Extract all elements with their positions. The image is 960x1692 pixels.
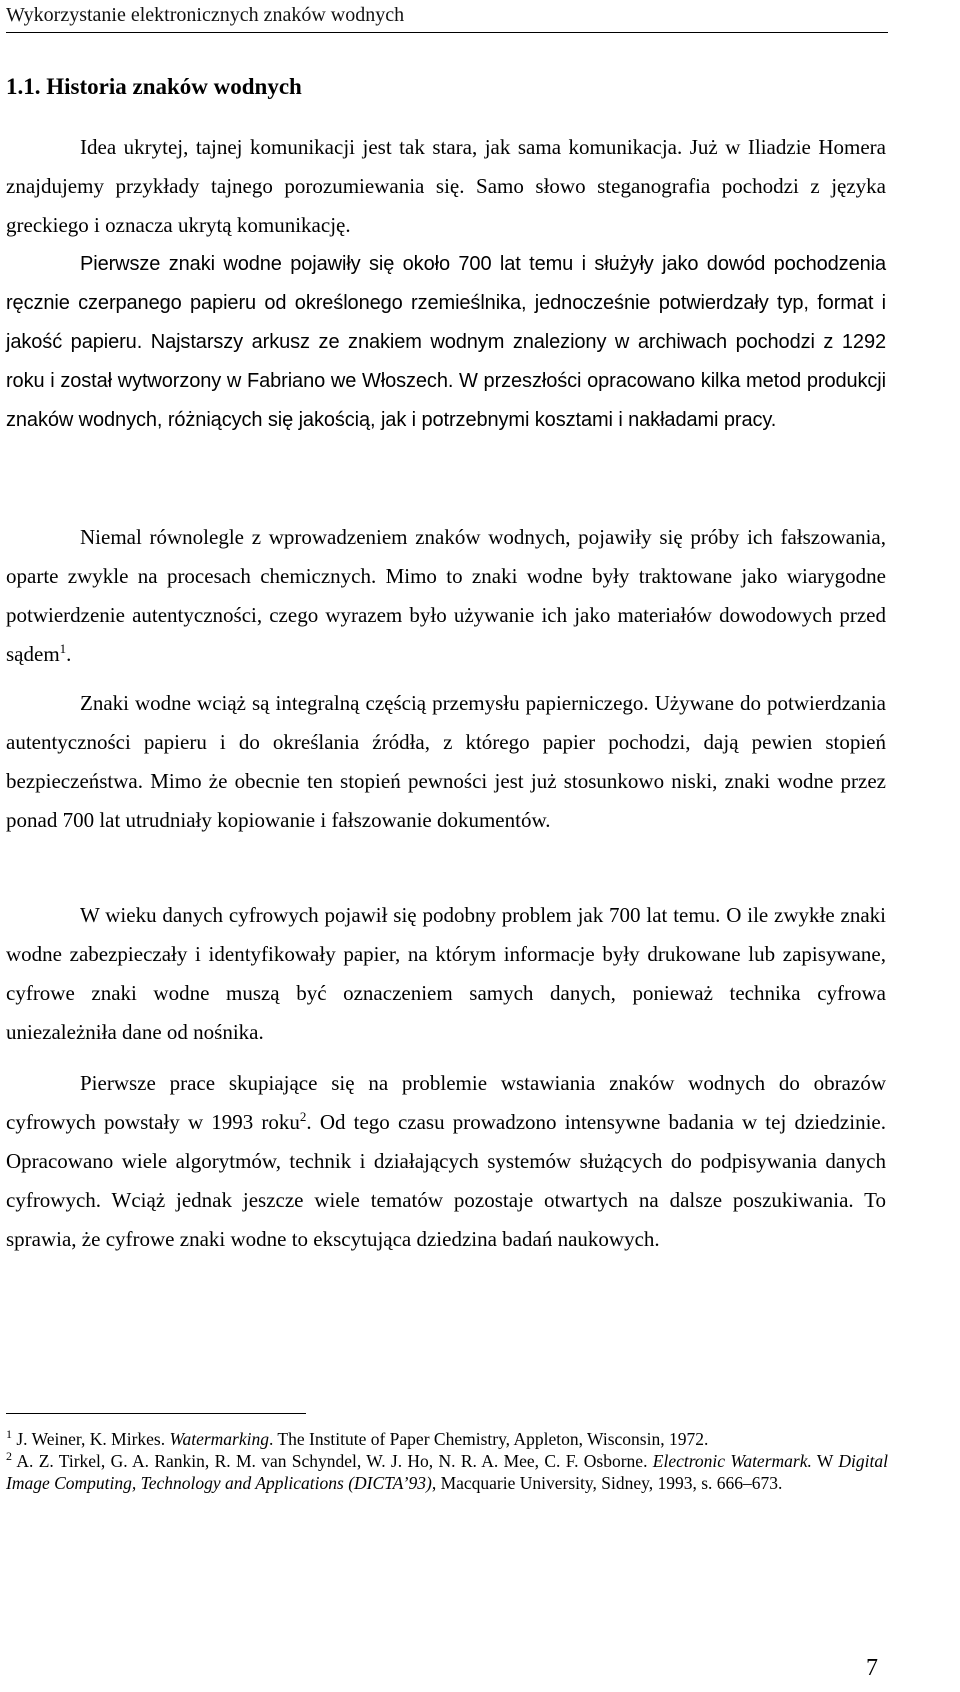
- footnote-title: Electronic Watermark.: [652, 1451, 812, 1471]
- footnote-text-mid: W: [811, 1451, 839, 1471]
- footnote-1: [6, 1428, 888, 1450]
- footnote-venue: Digital Image Computing, Technology and Applications (DICTA’93): [6, 1451, 888, 1493]
- footnotes: [6, 1428, 888, 1494]
- running-header: [6, 0, 888, 33]
- paragraph-text-end: . Od tego czasu prowadzono intensywne badania w tej dziedzinie. Opracowano wiele algorytmów, technik i działających systemów służących do podpisywania danych cyfrowych. Wciąż jednak jeszcze wiele tematów pozostaje otwartych na dalsze poszukiwania. To sprawia, że cyfrowe znaki wodne to ekscytująca dziedzina badań naukowych.: [6, 1110, 886, 1251]
- paragraph-text: Niemal równolegle z wprowadzeniem znaków wodnych, pojawiły się próby ich fałszowania, oparte zwykle na procesach chemicznych. Mimo to znaki wodne były traktowane jako wiarygodne potwierdzenie autentyczności, czego wyrazem było używanie ich jako materiałów dowodowych przed sądem: [6, 525, 886, 666]
- running-title: Wykorzystanie elektronicznych znaków wodnych: [6, 4, 405, 26]
- footnote-ref-2[interactable]: 2: [299, 1109, 307, 1124]
- footnote-title: Watermarking: [169, 1429, 269, 1449]
- paragraph-6: [6, 1064, 886, 1259]
- footnote-ref-1[interactable]: 1: [59, 641, 67, 656]
- footnote-text: J. Weiner, K. Mirkes.: [16, 1429, 170, 1449]
- paragraph-text: Pierwsze znaki wodne pojawiły się około 700 lat temu i służyły jako dowód pochodzenia ręcznie czerpanego papieru od określonego rzemieślnika, jednocześnie potwierdzały typ, format i jakość papieru. Najstarszy arkusz ze znakiem wodnym znaleziony w archiwach pochodzi z 1292 roku i został wytworzony w Fabriano we Włoszech. W przeszłości opracowano kilka metod produkcji znaków wodnych, różniących się jakością, jak i potrzebnymi kosztami i nakładami pracy.: [6, 253, 886, 431]
- section-heading: 1.1. Historia znaków wodnych: [6, 74, 302, 99]
- footnote-2: [6, 1450, 888, 1494]
- footnote-text-end: , Macquarie University, Sidney, 1993, s. 666–673.: [431, 1473, 783, 1493]
- paragraph-5: [6, 896, 886, 1052]
- footnote-divider: [6, 1413, 306, 1414]
- paragraph-2: [6, 245, 886, 440]
- paragraph-text-end: .: [66, 642, 72, 666]
- page-number: 7: [866, 1655, 878, 1681]
- paragraph-text: Znaki wodne wciąż są integralną częścią przemysłu papierniczego. Używane do potwierdzania autentyczności papieru i do określania źródła, z którego papier pochodzi, dają pewien stopień bezpieczeństwa. Mimo że obecnie ten stopień pewności jest już stosunkowo niski, znaki wodne przez ponad 700 lat utrudniały kopiowanie i fałszowanie dokumentów.: [6, 691, 886, 832]
- paragraph-text: Pierwsze prace skupiające się na problemie wstawiania znaków wodnych do obrazów cyfrowych powstały w 1993 roku: [6, 1071, 886, 1134]
- paragraph-4: [6, 684, 886, 840]
- paragraph-text: Idea ukrytej, tajnej komunikacji jest tak stara, jak sama komunikacja. Już w Iliadzie Homera znajdujemy przykłady tajnego porozumiewania się. Samo słowo steganografia pochodzi z języka greckiego i oznacza ukrytą komunikację.: [6, 135, 886, 237]
- footnote-text: A. Z. Tirkel, G. A. Rankin, R. M. van Schyndel, W. J. Ho, N. R. A. Mee, C. F. Osborne.: [16, 1451, 653, 1471]
- paragraph-text: W wieku danych cyfrowych pojawił się podobny problem jak 700 lat temu. O ile zwykłe znaki wodne zabezpieczały i identyfikowały papier, na którym informacje były drukowane lub zapisywane, cyfrowe znaki wodne muszą być oznaczeniem samych danych, ponieważ technika cyfrowa uniezależniła dane od nośnika.: [6, 903, 886, 1044]
- paragraph-3: [6, 518, 886, 674]
- footnote-number: 1: [6, 1427, 12, 1442]
- footnote-number: 2: [6, 1449, 12, 1464]
- paragraph-1: [6, 128, 886, 245]
- footnote-text-end: . The Institute of Paper Chemistry, Appleton, Wisconsin, 1972.: [268, 1429, 709, 1449]
